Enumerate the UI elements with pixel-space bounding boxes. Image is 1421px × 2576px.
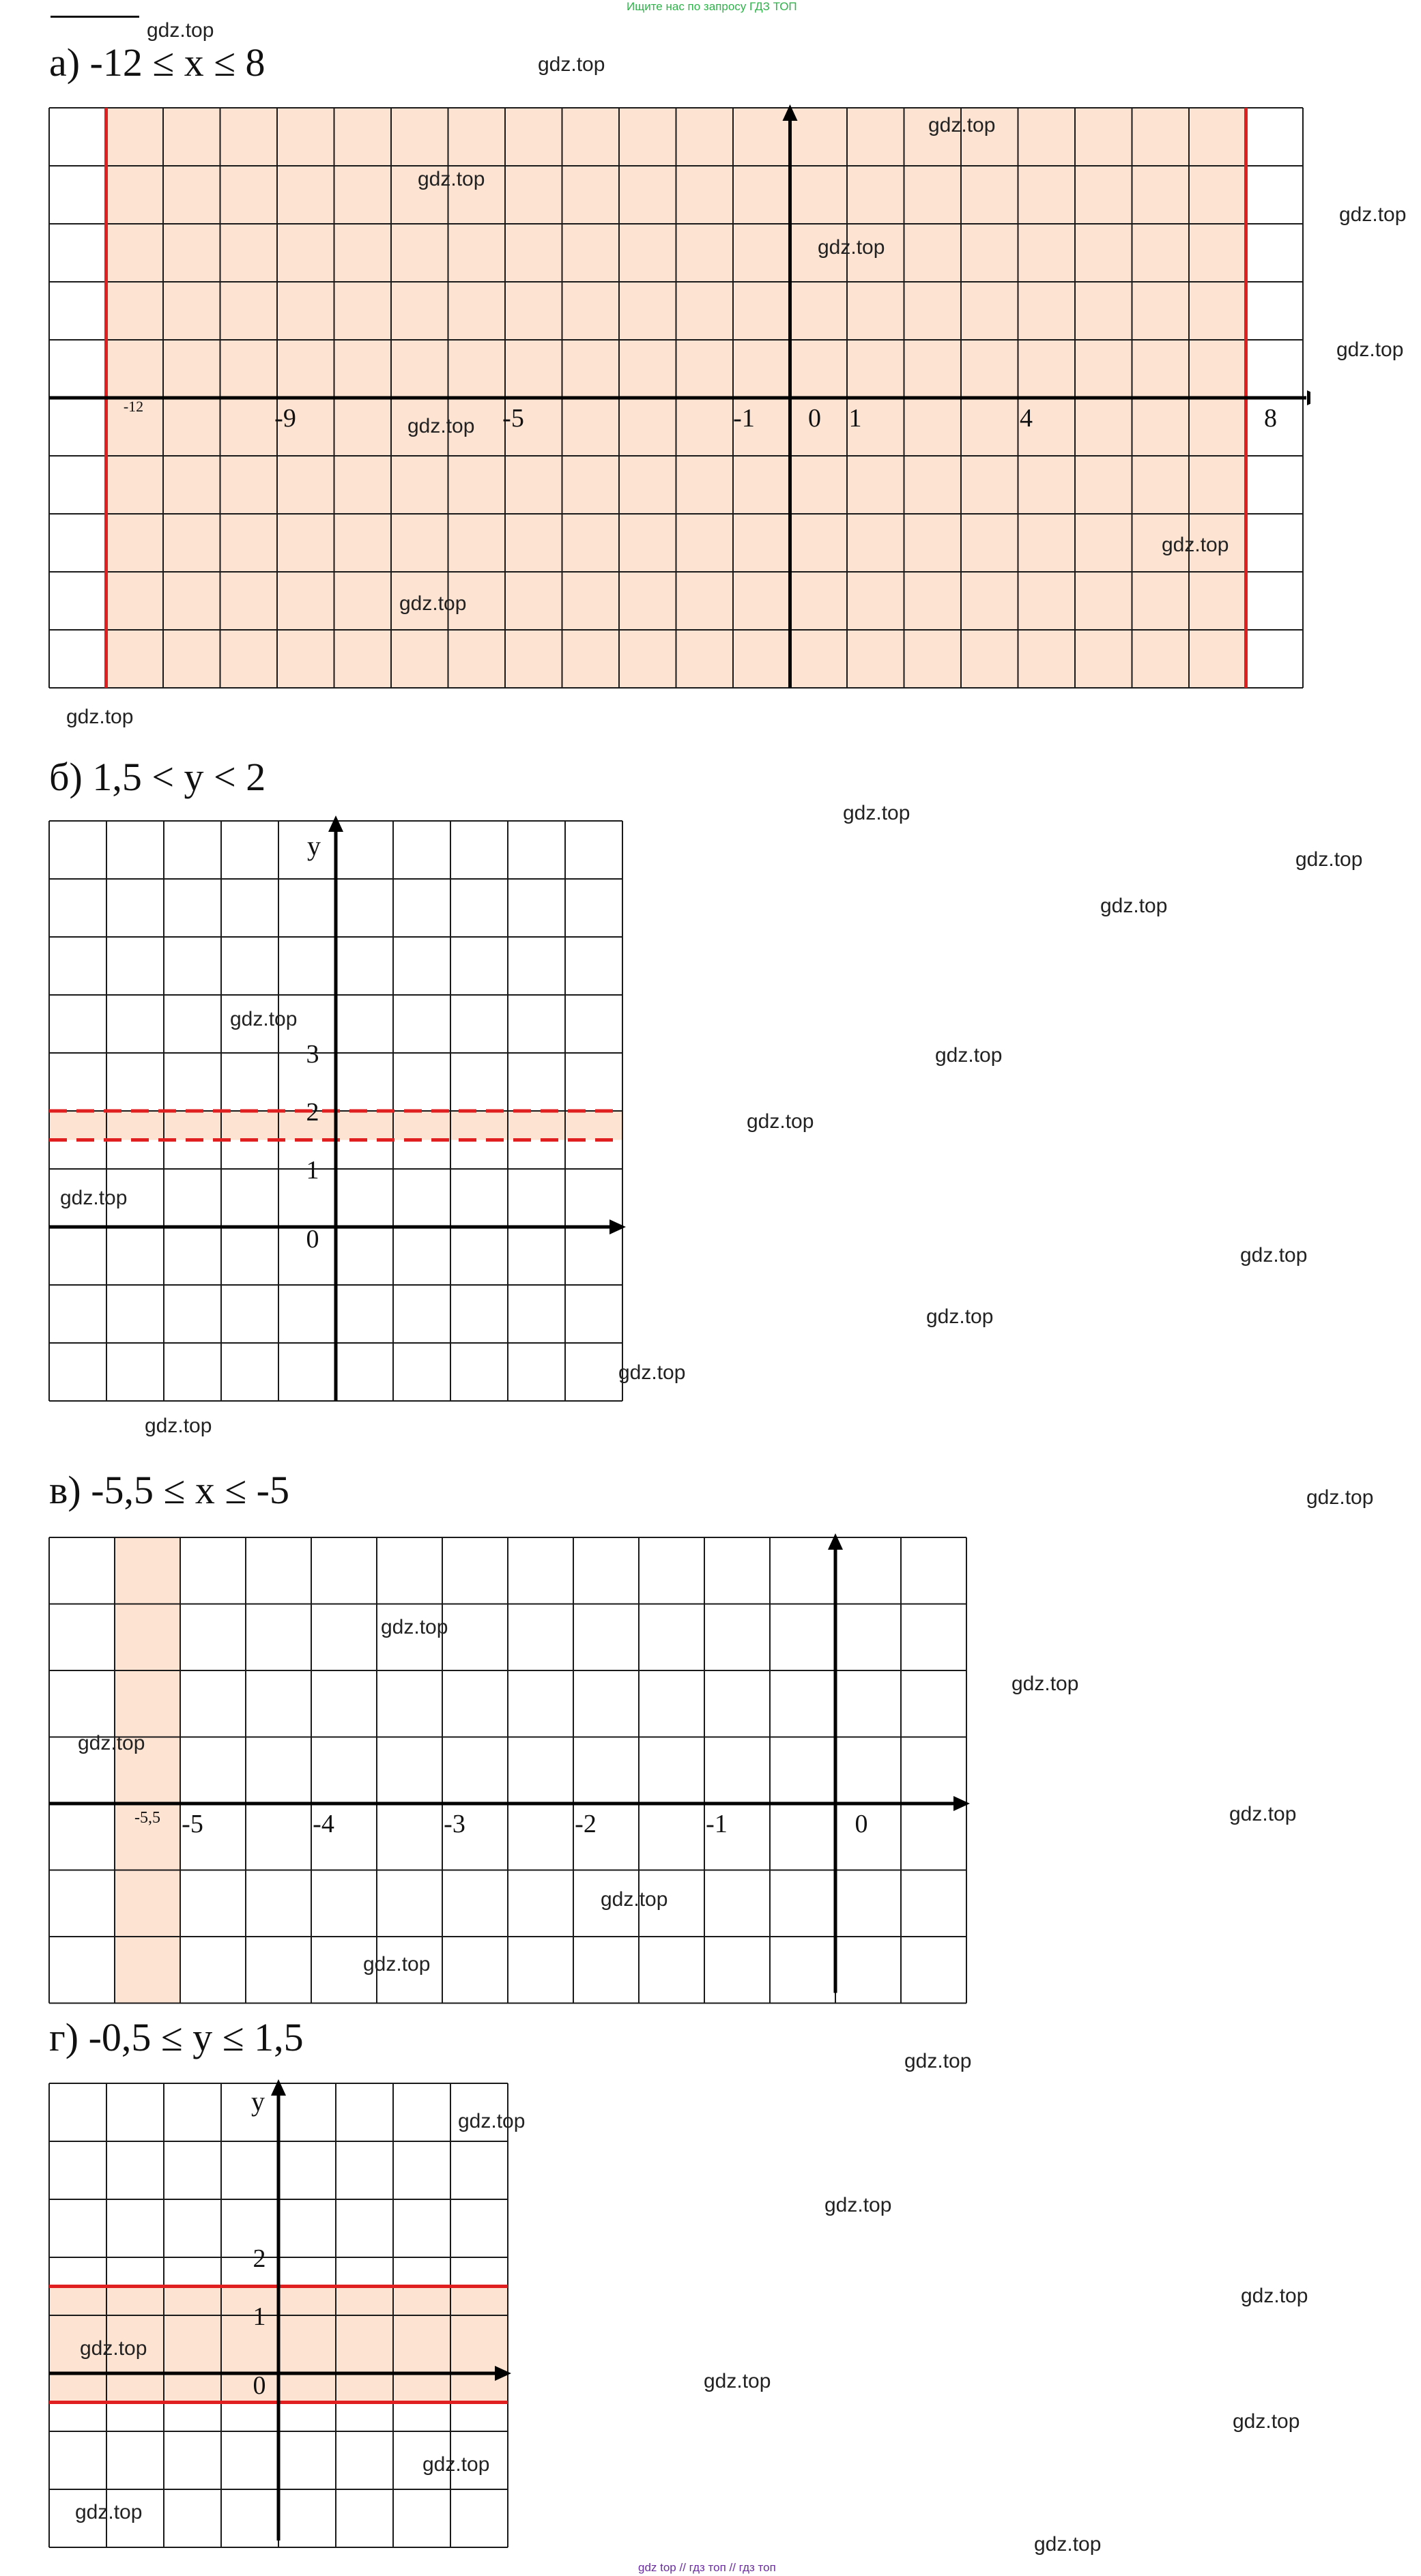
graph-b-axes <box>49 815 626 1401</box>
graph-d <box>41 2078 519 2556</box>
shaded-region <box>115 1537 180 2003</box>
watermark: gdz.top <box>422 2453 490 2476</box>
y-axis-label: y <box>307 830 321 861</box>
watermark: gdz.top <box>407 415 475 437</box>
graph-c-axes <box>49 1533 970 1993</box>
watermark: gdz.top <box>601 1888 668 1911</box>
x-axis-arrow <box>609 1219 626 1234</box>
graph-b-tick-labels <box>306 830 321 1254</box>
watermark: gdz.top <box>230 1008 298 1030</box>
watermark: gdz.top <box>1162 534 1229 556</box>
y-tick-label: 3 <box>306 1040 319 1069</box>
watermark: gdz.top <box>1336 338 1404 361</box>
watermark: gdz.top <box>1233 2410 1300 2433</box>
watermark: gdz.top <box>618 1361 686 1384</box>
graph-c-grid <box>49 1537 966 2003</box>
watermark: gdz.top <box>1240 1244 1308 1267</box>
y-tick-label: 1 <box>253 2302 266 2331</box>
watermark: gdz.top <box>1034 2533 1102 2556</box>
x-tick-label: -5 <box>182 1810 203 1838</box>
watermark: gdz.top <box>145 1415 212 1437</box>
watermark: gdz.top <box>843 802 910 824</box>
x-tick-label: -2 <box>575 1810 597 1838</box>
x-tick-label: 1 <box>848 404 862 433</box>
y-tick-label: 0 <box>306 1225 319 1254</box>
watermark: gdz.top <box>904 2050 972 2072</box>
x-tick-label: 0 <box>808 404 821 433</box>
watermark: gdz.top <box>418 168 485 190</box>
watermark: gdz.top <box>399 592 467 615</box>
graph-a <box>41 102 1310 696</box>
watermark: gdz.top <box>824 2194 892 2216</box>
heading-a: а) -12 ≤ x ≤ 8 <box>49 40 265 85</box>
y-axis-arrow <box>271 2079 286 2096</box>
x-tick-label: 0 <box>855 1810 868 1838</box>
top-banner: Ищите нас по запросу ГДЗ ТОП <box>627 0 797 13</box>
watermark: gdz.top <box>818 236 885 259</box>
heading-c: в) -5,5 ≤ x ≤ -5 <box>49 1468 289 1512</box>
y-axis-label: y <box>251 2086 265 2117</box>
watermark: gdz.top <box>78 1732 145 1754</box>
watermark: gdz.top <box>147 19 214 42</box>
graph-c-shading <box>115 1537 180 2003</box>
watermark: gdz.top <box>704 2370 771 2392</box>
x-axis-arrow <box>953 1796 970 1811</box>
watermark: gdz.top <box>1100 895 1168 917</box>
x-tick-label: -9 <box>274 404 296 433</box>
x-tick-label: -5 <box>502 404 524 433</box>
watermark: gdz.top <box>926 1305 994 1328</box>
watermark: gdz.top <box>60 1187 128 1209</box>
x-tick-label: -5,5 <box>134 1809 160 1827</box>
watermark: gdz.top <box>363 1953 431 1976</box>
watermark: gdz.top <box>1306 1486 1374 1509</box>
heading-d: г) -0,5 ≤ y ≤ 1,5 <box>49 2015 304 2059</box>
x-tick-label: -4 <box>313 1810 334 1838</box>
y-axis-arrow <box>828 1533 843 1550</box>
watermark: gdz.top <box>1241 2285 1308 2307</box>
x-axis-arrow <box>1307 390 1310 405</box>
heading-b: б) 1,5 < y < 2 <box>49 755 266 799</box>
watermark: gdz.top <box>747 1110 814 1133</box>
watermark: gdz.top <box>80 2337 147 2360</box>
x-tick-label: -12 <box>123 398 144 415</box>
graph-c-tick-labels <box>134 1809 868 1838</box>
x-tick-label: 8 <box>1264 404 1277 433</box>
watermark: gdz.top <box>1339 203 1407 226</box>
x-tick-label: -3 <box>444 1810 465 1838</box>
watermark: gdz.top <box>458 2110 526 2132</box>
graph-c <box>41 1532 976 2010</box>
watermark: gdz.top <box>1011 1673 1079 1695</box>
graph-b <box>41 815 635 1409</box>
x-tick-label: -1 <box>706 1810 728 1838</box>
x-tick-label: -1 <box>733 404 755 433</box>
watermark: gdz.top <box>1229 1803 1297 1825</box>
y-tick-label: 2 <box>306 1098 319 1127</box>
watermark: gdz.top <box>381 1616 448 1638</box>
y-tick-label: 0 <box>253 2371 266 2400</box>
y-tick-label: 1 <box>306 1156 319 1185</box>
x-tick-label: 4 <box>1020 404 1033 433</box>
watermark: gdz.top <box>66 706 134 728</box>
watermark: gdz.top <box>538 53 605 76</box>
y-axis-arrow <box>328 815 343 832</box>
top-rule <box>51 16 139 18</box>
watermark: gdz.top <box>1295 848 1363 871</box>
watermark: gdz.top <box>928 114 996 136</box>
watermark: gdz.top <box>75 2501 143 2523</box>
y-tick-label: 2 <box>253 2244 266 2273</box>
bottom-banner: gdz top // гдз топ // гдз топ <box>638 2561 776 2574</box>
watermark: gdz.top <box>935 1044 1003 1067</box>
